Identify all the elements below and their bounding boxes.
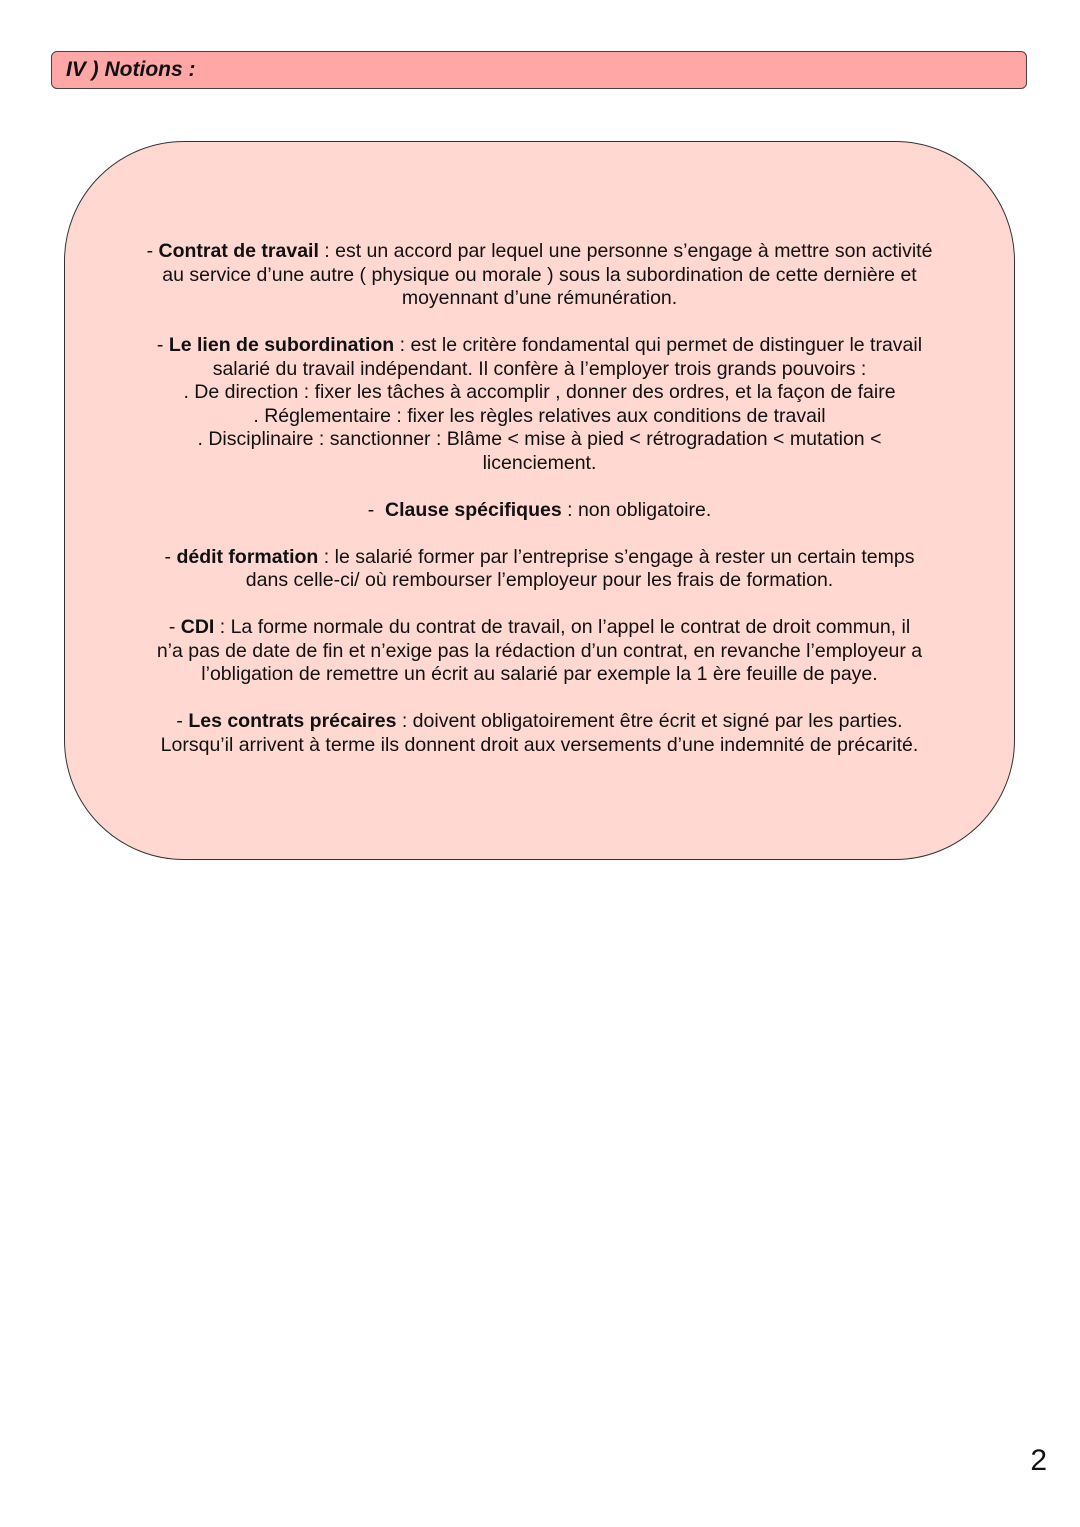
notion-line: . Réglementaire : fixer les règles relatives aux conditions de travail <box>253 404 826 427</box>
notion-text: : non obligatoire. <box>561 498 712 521</box>
notion-term: Contrat de travail <box>158 240 319 262</box>
notion-cdi <box>105 616 974 687</box>
notion-line: . Disciplinaire : sanctionner : Blâme < mise à pied < rétrogradation < mutation < <box>197 428 882 450</box>
notion-term: CDI <box>180 616 215 638</box>
notion-term: Clause spécifiques <box>385 498 562 521</box>
notion-contrats-precaires <box>105 710 974 757</box>
notion-line <box>105 334 974 358</box>
notion-line: salarié du travail indépendant. Il confère à l’employer trois grands pouvoirs : <box>212 357 867 380</box>
notion-line: moyennant d’une rémunération. <box>401 287 678 309</box>
bullet-dash: - <box>164 545 177 568</box>
notion-line: licenciement. <box>482 451 597 474</box>
notion-line <box>105 240 974 264</box>
notion-line: au service d’une autre ( physique ou morale ) sous la subordination de cette dernière et <box>162 263 917 286</box>
notion-text: : est le critère fondamental qui permet de distinguer le travail <box>394 334 923 356</box>
notion-dedit-formation <box>105 546 974 593</box>
notion-term: Les contrats précaires <box>188 710 397 732</box>
notion-line <box>105 499 974 523</box>
notion-text: : le salarié former par l’entreprise s’engage à rester un certain temps <box>318 545 915 568</box>
notion-line: . De direction : fixer les tâches à accomplir , donner des ordres, et la façon de faire <box>183 381 896 403</box>
notion-line: n’a pas de date de fin et n’exige pas la rédaction d’un contrat, en revanche l’employeur a <box>156 639 923 662</box>
bullet-dash: - <box>156 334 169 356</box>
notion-line <box>105 616 974 640</box>
bullet-dash: - <box>176 710 189 732</box>
notion-term: Le lien de subordination <box>168 334 395 356</box>
bullet-dash: - <box>146 240 159 262</box>
section-header <box>51 51 1027 89</box>
notion-line: Lorsqu’il arrivent à terme ils donnent droit aux versements d’une indemnité de précarité. <box>160 733 919 756</box>
notion-line <box>105 546 974 570</box>
notion-text: : est un accord par lequel une personne s’engage à mettre son activité <box>318 240 933 262</box>
notion-line: dans celle-ci/ où rembourser l’employeur pour les frais de formation. <box>245 569 834 591</box>
notion-line <box>105 710 974 734</box>
notion-text: : doivent obligatoirement être écrit et signé par les parties. <box>396 710 903 732</box>
notion-lien-de-subordination <box>105 334 974 475</box>
notion-term: dédit formation <box>176 545 319 568</box>
bullet-dash: - <box>168 616 181 638</box>
section-title: IV ) Notions : <box>66 58 196 81</box>
notion-clause-specifiques <box>105 499 974 523</box>
notion-text: : La forme normale du contrat de travail, on l’appel le contrat de droit commun, il <box>214 616 911 638</box>
notion-line: l’obligation de remettre un écrit au salarié par exemple la 1 ère feuille de paye. <box>201 663 878 685</box>
page-number: 2 <box>1030 1444 1047 1477</box>
bullet-dash: - <box>367 498 386 521</box>
notions-box <box>64 141 1015 860</box>
notion-contrat-de-travail <box>105 240 974 311</box>
